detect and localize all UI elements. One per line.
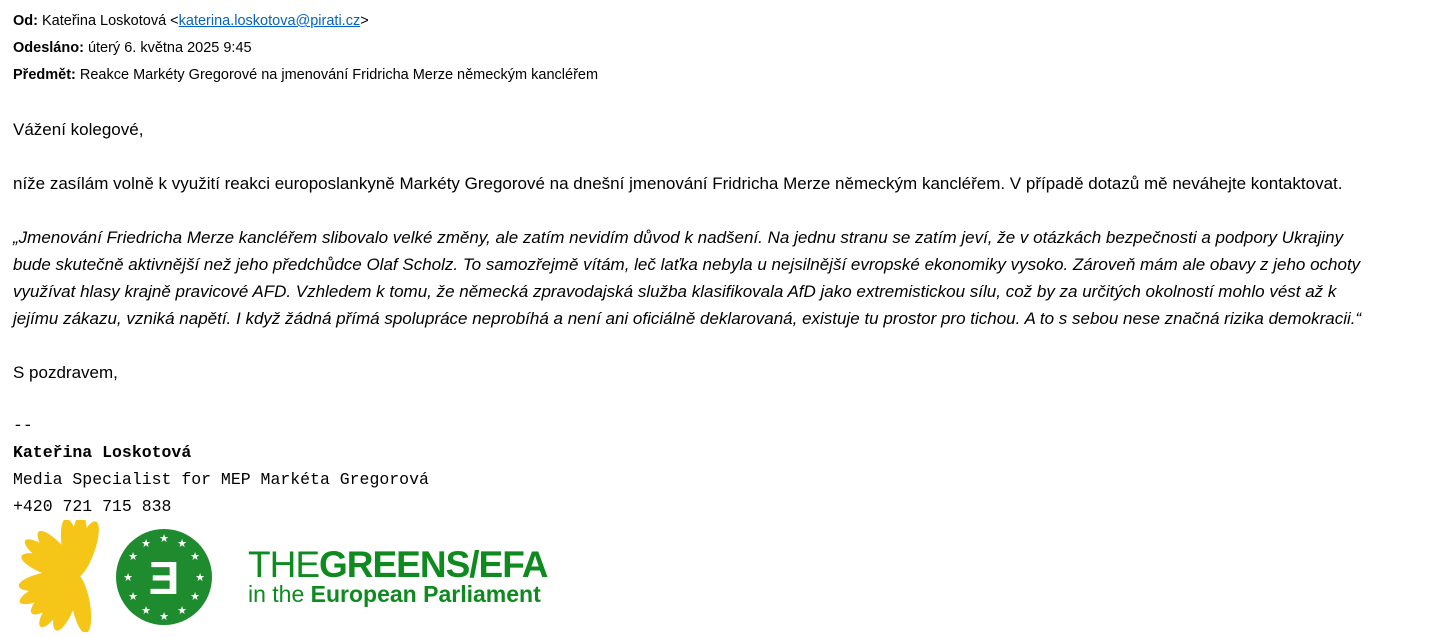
- sunflower-icon: [17, 520, 104, 632]
- subject-label: Předmět:: [13, 67, 76, 83]
- from-line: Od: Kateřina Loskotová <katerina.loskotova@pirati.cz>: [13, 13, 369, 29]
- signature-title: Media Specialist for MEP Markéta Gregorová: [13, 470, 429, 489]
- emblem-letter: E: [148, 552, 180, 604]
- svg-text:★: ★: [177, 537, 187, 550]
- svg-text:★: ★: [195, 571, 205, 584]
- signature-phone: +420 721 715 838: [13, 497, 172, 516]
- svg-text:★: ★: [128, 550, 138, 563]
- subject-value: Reakce Markéty Gregorové na jmenování Fridricha Merze německým kancléřem: [79, 67, 599, 83]
- svg-text:★: ★: [123, 571, 133, 584]
- brand-the: THE: [248, 544, 319, 585]
- svg-text:★: ★: [159, 610, 169, 623]
- sent-line: [13, 39, 252, 57]
- sent-label: Odesláno:: [13, 40, 84, 56]
- svg-text:★: ★: [128, 590, 138, 603]
- svg-text:★: ★: [141, 604, 151, 617]
- svg-text:★: ★: [177, 604, 187, 617]
- quote-line: „Jmenování Friedricha Merze kancléřem slibovalo velké změny, ale zatím nevidím důvod k nadšení. Na jednu stranu se zatím jeví, že v otázkách bezpečnosti a podpory Ukrajiny: [13, 228, 1344, 247]
- signature-separator: --: [13, 416, 33, 435]
- svg-text:★: ★: [190, 590, 200, 603]
- brand-greens: GREENS/EFA: [319, 544, 548, 585]
- greens-efa-wordmark: [248, 546, 548, 607]
- quote-line: jejímu zákazu, vzniká napětí. I když žádná přímá spolupráce neprobíhá a není ani oficiálně deklarovaná, existuje tu prostor pro tichou. A to s sebou nese značná rizika demokracii.“: [13, 309, 1362, 328]
- intro-paragraph: níže zasílám volně k využití reakci europoslankyně Markéty Gregorové na dnešní jmenování Fridricha Merze německým kancléřem. V případě dotazů mě neváhejte kontaktovat.: [13, 174, 1343, 193]
- closing: S pozdravem,: [13, 363, 118, 382]
- sent-value: úterý 6. května 2025 9:45: [87, 40, 252, 56]
- eu-circle-icon: [112, 525, 216, 629]
- from-email-link[interactable]: katerina.loskotova@pirati.cz: [178, 13, 361, 29]
- brand-ep: European Parliament: [310, 581, 541, 607]
- svg-text:★: ★: [141, 537, 151, 550]
- svg-text:★: ★: [190, 550, 200, 563]
- svg-text:★: ★: [159, 532, 169, 545]
- brand-in-the: in the: [248, 581, 311, 607]
- signature-name: Kateřina Loskotová: [13, 443, 192, 462]
- quote-line: využívat hlasy krajně pravicové AFD. Vzhledem k tomu, že německá zpravodajská služba klasifikovala AfD jako extremistickou sílu, což by za určitých okolností mohlo vést až k: [13, 282, 1337, 301]
- from-name: Kateřina Loskotová: [42, 13, 167, 29]
- quote-line: bude skutečně aktivnější než jeho předchůdce Olaf Scholz. To samozřejmě vítám, leč laťka nebyla u nejsilnější evropské ekonomiky vysoko. Zároveň mám ale obavy z jeho ochoty: [13, 255, 1361, 274]
- greeting: Vážení kolegové,: [13, 120, 144, 139]
- greens-efa-emblem: [14, 520, 224, 632]
- from-label: Od:: [13, 13, 38, 29]
- subject-line: [13, 66, 598, 84]
